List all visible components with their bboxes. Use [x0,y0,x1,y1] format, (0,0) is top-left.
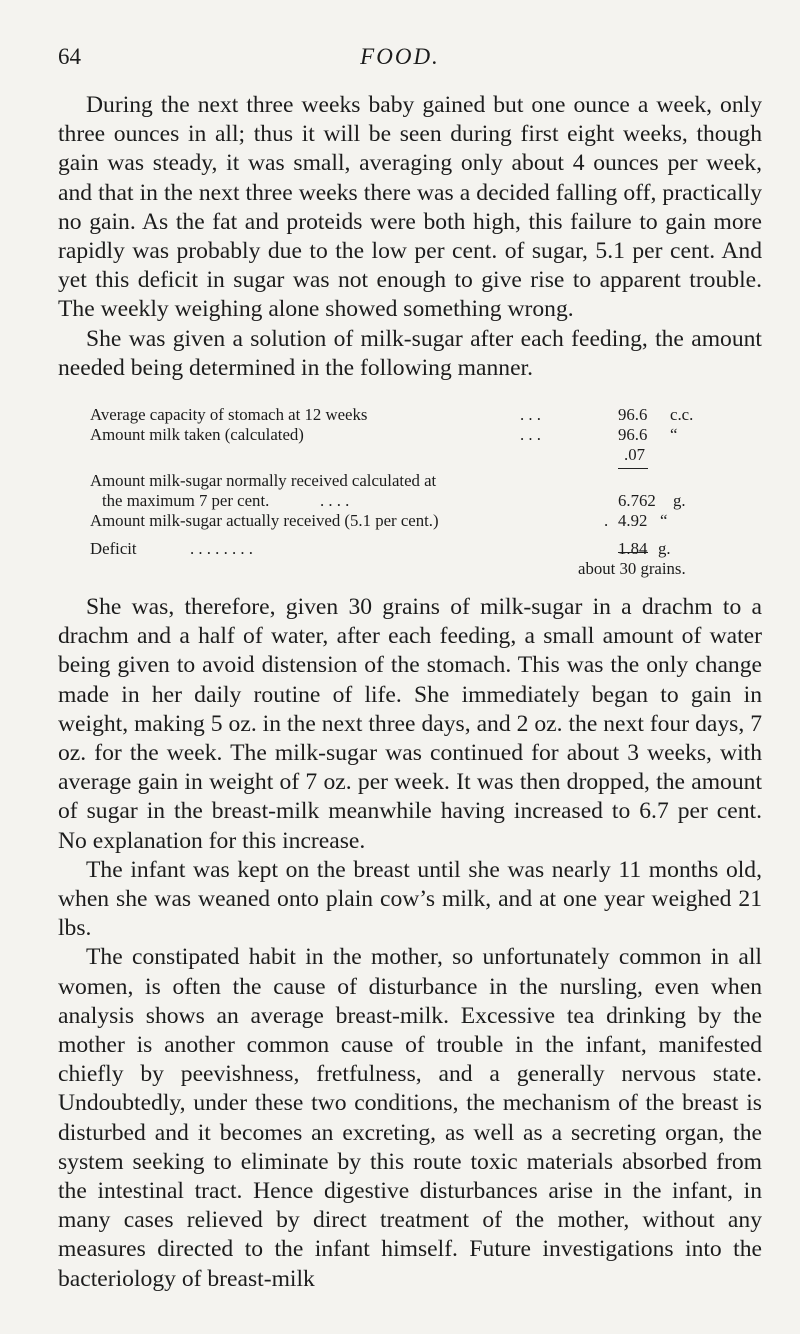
calc-row [90,405,702,425]
leader-dots: . . . . [320,491,350,510]
calc-row [90,491,702,511]
paragraph: She was given a solution of milk-sugar after each feeding, the amount needed being determined in the following manner. [58,325,762,381]
paragraph: The constipated habit in the mother, so unfortunately common in all women, is often the cause of disturbance in the nursling, even when analysis shows an average breast-milk. Excessive tea drinking by the mother is another common cause of trouble in the infant, manifested chiefly by peevishness, fretfulness, and a generally nervous state. Undoubtedly, under these two conditions, the mechanism of the breast is disturbed and it becomes an excreting, as well as a secreting organ, the system seeking to eliminate by this route toxic materials absorbed from the intestinal tract. Hence digestive disturbances arise in the infant, in many cases relieved by direct treatment of the mother, without any measures directed to the infant himself. Future investigations into the bacteriology of breast-milk [58,944,762,1292]
body-text-top [58,91,762,383]
calc-label: Deficit [90,539,137,558]
leader-dots: . . . . . . . . [190,539,253,558]
leader-dots: . . . [520,425,541,444]
leader-dots: . [604,511,609,530]
calc-value: .07 [624,445,645,464]
calc-note: about 30 grains. [578,559,686,578]
calc-label: Amount milk taken (calculated) [90,425,304,444]
calc-label: Amount milk-sugar actually received (5.1 per cent.) [90,511,439,530]
calc-row [90,425,702,445]
calc-value: 6.762 [618,491,656,510]
calc-value: 96.6 [618,425,648,444]
calc-row [90,445,702,465]
calc-unit: c.c. [670,405,694,424]
calc-value: 1.84 [618,539,648,558]
sum-rule [618,468,648,469]
running-header [58,44,742,74]
calc-row [90,539,702,559]
calc-unit: “ [660,511,668,530]
calc-label: the maximum 7 per cent. [102,491,270,510]
paragraph: The infant was kept on the breast until she was nearly 11 months old, when she was weaned onto plain cow’s milk, and at one year weighed 21 lbs. [58,856,762,942]
calc-unit: g. [673,491,686,510]
body-text-bottom [58,593,762,1294]
calc-value: 4.92 [618,511,648,530]
running-title: FOOD. [360,44,440,69]
page-number: 64 [58,44,81,69]
paragraph: During the next three weeks baby gained but one ounce a week, only three ounces in all; thus it will be seen during first eight weeks, though gain was steady, it was small, averaging only about 4 ounces per week, and that in the next three weeks there was a decided falling off, practically no gain. As the fat and proteids were both high, this failure to gain more rapidly was probably due to the low per cent. of sugar, 5.1 per cent. And yet this deficit in sugar was not enough to give rise to apparent trouble. The weekly weighing alone showed something wrong. [58,92,762,323]
calc-label: Amount milk-sugar normally received calculated at [90,471,437,490]
calc-row [90,471,702,491]
calc-label: Average capacity of stomach at 12 weeks [90,405,368,424]
calc-value: 96.6 [618,405,648,424]
calc-row [90,559,702,579]
calc-unit: g. [658,539,671,558]
calculation-table [90,405,702,579]
leader-dots: . . . [520,405,541,424]
calc-row [90,511,702,531]
calc-unit: “ [670,425,678,444]
paragraph: She was, therefore, given 30 grains of milk-sugar in a drachm to a drachm and a half of water, after each feeding, a small amount of water being given to avoid distension of the stomach. This was the only change made in her daily routine of life. She immediately began to gain in weight, making 5 oz. in the next three days, and 2 oz. the next four days, 7 oz. for the week. The milk-sugar was continued for about 3 weeks, with average gain in weight of 7 oz. per week. It was then dropped, the amount of sugar in the breast-milk meanwhile having increased to 6.7 per cent. No explanation for this increase. [58,594,762,854]
